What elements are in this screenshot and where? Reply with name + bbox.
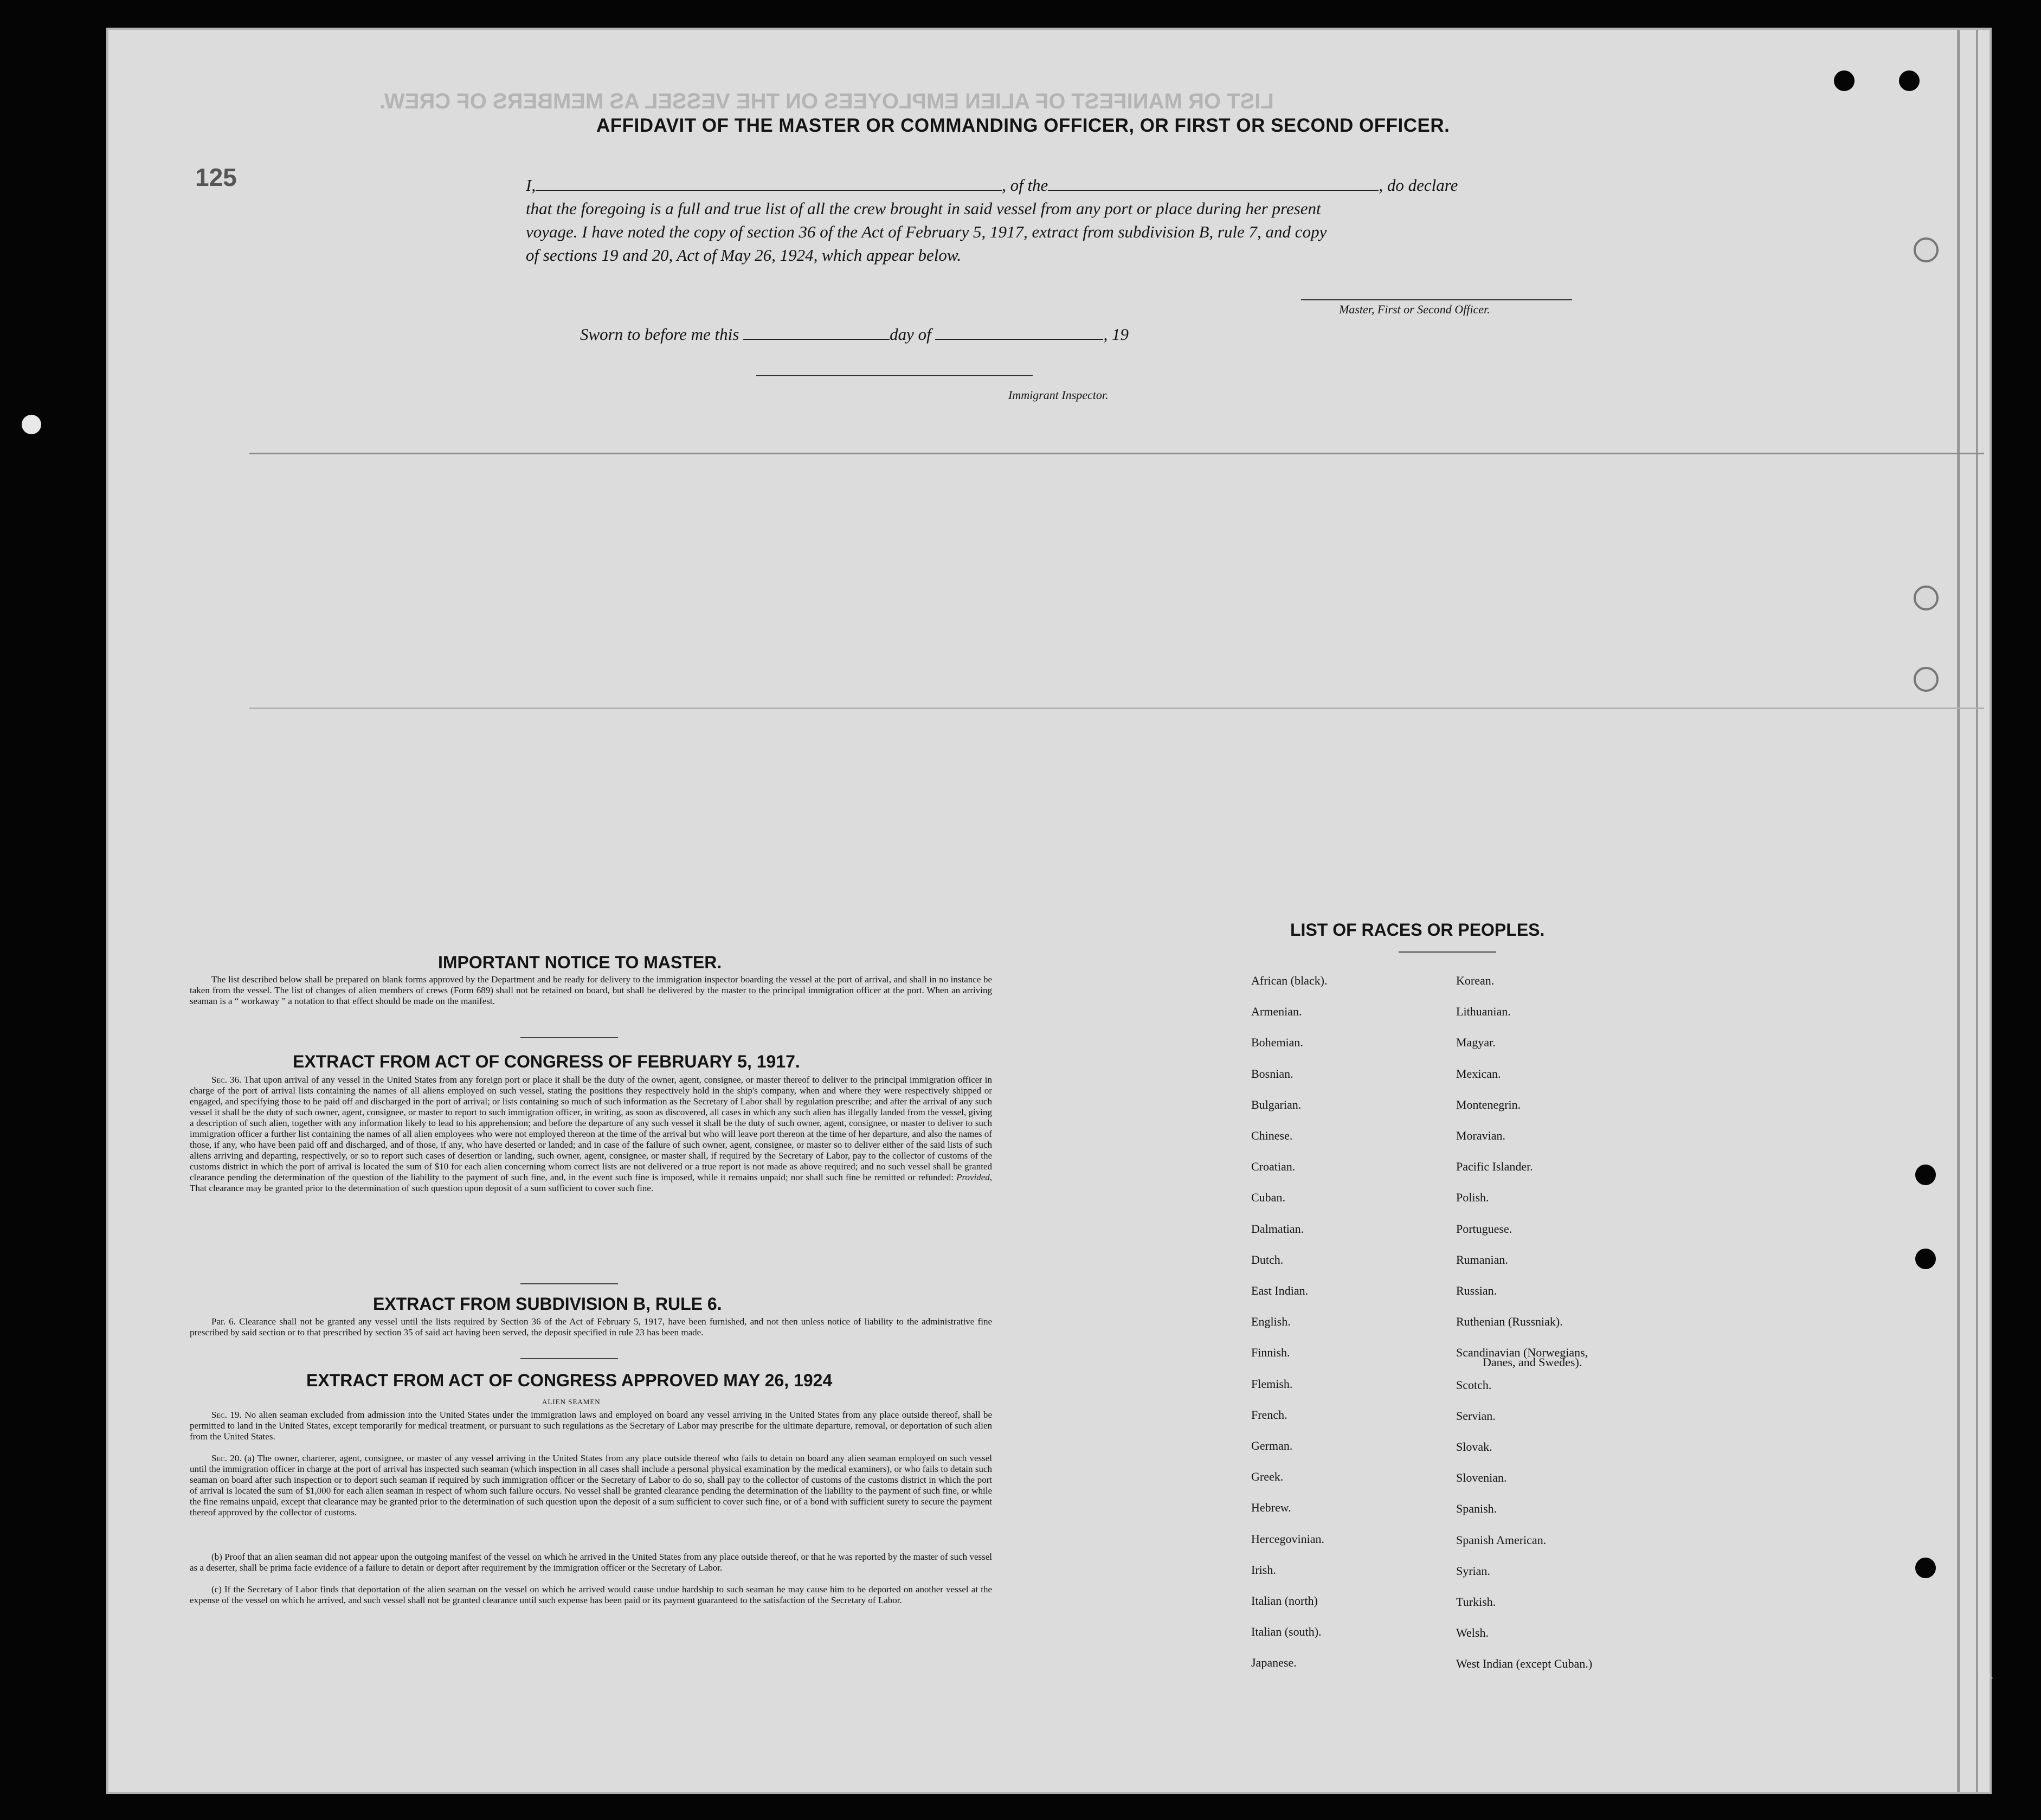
subdivision-title: EXTRACT FROM SUBDIVISION B, RULE 6. (373, 1294, 722, 1314)
races-divider (1399, 951, 1496, 953)
race-right-continued: Danes, and Swedes). (1483, 1355, 1582, 1369)
extract-1917-body (190, 1075, 992, 1194)
punch-hole (1914, 667, 1939, 692)
extract-1924-title: EXTRACT FROM ACT OF CONGRESS APPROVED MAY 26, 1924 (306, 1371, 833, 1390)
affidavit-line-2: that the foregoing is a full and true list of all the crew brought in said vessel from any port or place during her present (526, 199, 1321, 218)
race-item: Japanese. (1251, 1656, 1297, 1670)
race-item: Rumanian. (1456, 1252, 1508, 1266)
alien-seamen-subtitle: ALIEN SEAMEN (542, 1398, 601, 1406)
race-item: Montenegrin. (1456, 1097, 1521, 1111)
sec-19-text: No alien seaman excluded from admission into the United States under the immigration laws and employed on board any vessel arriving in the United States from any place outside thereof, shall be permitted to land in the United States, except temporarily for medical treatment, or pursuant to such regulations as the Secretary of Labor may prescribe for the ultimate departure, removal, or deportation of such alien from the United States. (190, 1410, 993, 1442)
page-edge (1976, 30, 1978, 1792)
sec-20a (190, 1453, 992, 1518)
master-signature-label: Master, First or Second Officer. (1339, 303, 1490, 316)
race-item: Mexican. (1456, 1066, 1501, 1081)
sworn-line (580, 323, 1626, 346)
page-number: 125 (195, 163, 237, 191)
punch-hole (1914, 586, 1939, 610)
race-item: Korean. (1456, 974, 1495, 987)
subdivision-body: Par. 6. Clearance shall not be granted any vessel until the lists required by Section 36 of the Act of February 5, 1917, have been furnished, and not then unless notice of liability to the administrative fine prescribed by said section or to that prescribed by section 35 of said act having been served, the deposit specified in rule 23 has been made. (190, 1316, 992, 1337)
race-item: Irish. (1251, 1562, 1276, 1577)
sec-36-label: Sec. 36. (211, 1075, 242, 1085)
race-item: Bohemian. (1251, 1036, 1303, 1050)
sec-19 (190, 1410, 992, 1442)
race-item: West Indian (except Cuban.) (1456, 1657, 1593, 1671)
punch-hole (1832, 69, 1856, 93)
affidavit-do-declare: , do declare (1379, 176, 1458, 195)
race-item: Ruthenian (Russniak). (1456, 1315, 1563, 1329)
notice-title: IMPORTANT NOTICE TO MASTER. (438, 953, 722, 972)
affidavit-line-1 (526, 173, 1572, 197)
extract-1917-title: EXTRACT FROM ACT OF CONGRESS OF FEBRUARY 5, 1917. (293, 1052, 800, 1071)
race-item: Portuguese. (1456, 1221, 1512, 1236)
race-item: Hebrew. (1251, 1501, 1291, 1515)
name-blank (536, 178, 1002, 191)
punch-hole (1914, 1247, 1937, 1271)
punch-hole (1914, 1163, 1937, 1187)
race-item: Italian (south). (1251, 1625, 1322, 1639)
race-item: Lithuanian. (1456, 1005, 1511, 1019)
punch-hole (1914, 237, 1939, 262)
race-item: Dutch. (1251, 1252, 1284, 1266)
race-item: Bulgarian. (1251, 1097, 1302, 1111)
race-item: Turkish. (1456, 1595, 1496, 1609)
manifest-page (108, 30, 1990, 1792)
race-item: Hercegovinian. (1251, 1532, 1324, 1546)
section-divider (520, 1283, 618, 1284)
affidavit-i: I, (526, 176, 536, 195)
race-item: Slovak. (1456, 1440, 1492, 1454)
race-item: Dalmatian. (1251, 1221, 1304, 1236)
race-item: Slovenian. (1456, 1471, 1507, 1485)
sec-36-text: That upon arrival of any vessel in the United States from any foreign port or place it shall be the duty of the owner, agent, consignee, or master thereof to deliver to the principal immigration officer in charge of the port of arrival lists containing the names of all aliens employed on such vessel, stating the positions they respectively hold in the ship's company, when and where they were respectively shipped or engaged, and specifying those to be paid off and discharged in the port of arrival; or lists containing so much of such information as the Secretary of Labor shall by regulation prescribe; and after the arrival of any such vessel it shall be the duty of such owner, agent, consignee, or master to report to such immigration officer, in writing, as soon as discovered, all cases in which any such alien has illegally landed from the vessel, giving a description of such alien, together with any information likely to lead to his apprehension; and before the departure of any such vessel it shall be the duty of such owner, agent, consignee, or master to deliver to such immigration officer a further list containing the names of all alien employees who were not employed thereon at the time of the arrival but who will leave port thereon at the time of her departure, and also the names of those, if any, who have been paid off and discharged, and of those, if any, who have deserted or landed; and in case of the failure of such owner, agent, consignee, or master so to deliver either of the said lists of such aliens arriving and departing, respectively, or so to report such cases of desertion or landing, such owner, agent, consignee, or master shall, if required by the Secretary of Labor, pay to the collector of customs of the customs district in which the port of arrival is located the sum of $10 for each alien concerning whom correct lists are not delivered or a true report is not made as above required; and no such vessel shall be granted clearance pending the determination of the question of the liability to the payment of such fine, and, in the event such fine is imposed, while it remains unpaid; nor shall such fine be remitted or refunded: (190, 1075, 992, 1182)
race-item: Spanish American. (1456, 1533, 1547, 1547)
inspector-signature-line (756, 375, 1033, 376)
day-blank (743, 327, 890, 340)
punch-hole (1914, 1556, 1937, 1580)
race-item: Greek. (1251, 1470, 1284, 1484)
race-item: Russian. (1456, 1284, 1497, 1297)
corner-mark: (8). (1979, 1670, 1993, 1681)
bleed-through-text: LIST OR MANIFEST OF ALIEN EMPLOYEES ON THE VESSEL AS MEMBERS OF CREW. (379, 89, 1274, 113)
race-item: German. (1251, 1439, 1293, 1452)
sec-20c: (c) If the Secretary of Labor finds that deportation of the alien seaman on the vessel on which he arrived would cause undue hardship to such seaman he may cause him to be deported on another vessel at the expense of the vessel on which he arrived, and such vessel shall not be granted clearance until such expense has been paid or its payment guaranteed to the satisfaction of the Secretary of Labor. (190, 1584, 992, 1605)
page-edge (1957, 30, 1960, 1792)
sworn-day-of: day of (890, 325, 931, 344)
race-item: Bosnian. (1251, 1066, 1293, 1081)
race-item: Chinese. (1251, 1129, 1293, 1142)
race-item: Croatian. (1251, 1160, 1296, 1174)
race-item: East Indian. (1251, 1284, 1309, 1297)
race-item: Cuban. (1251, 1191, 1285, 1205)
race-item: Polish. (1456, 1191, 1489, 1205)
vessel-blank (1048, 178, 1379, 191)
section-divider (520, 1358, 618, 1359)
race-item: Syrian. (1456, 1564, 1490, 1578)
race-item: Magyar. (1456, 1036, 1496, 1050)
race-item: African (black). (1251, 974, 1328, 987)
month-blank (935, 327, 1103, 340)
races-title: LIST OF RACES OR PEOPLES. (1290, 920, 1545, 940)
race-item: Spanish. (1456, 1502, 1497, 1516)
faint-ruling (249, 453, 1984, 454)
race-item: Welsh. (1456, 1626, 1489, 1640)
sec-20a-text: (a) The owner, charterer, agent, consignee, or master of any vessel arriving in the United States from any place outside thereof who fails to detain on board any alien seaman employed on such vessel until the immigration officer in charge at the port of arrival has inspected such seaman (which inspection in all cases shall include a personal physical examination by the medical examiners), or who fails to detain such seaman on board after such inspection or to deport such seaman if required by such immigration officer or the Secretary of Labor to do so, shall pay to the collector of customs of the customs district in which the port of arrival is located the sum of $1,000 for each alien seaman in respect of whom such failure occurs. No vessel shall be granted clearance pending the determination of the liability to the payment of such fine, or while the fine remains unpaid, except that clearance may be granted prior to the determination of such question upon the deposit of a sum sufficient to cover such fine, or of a bond with sufficient surety to secure the payment thereof approved by the collector of customs. (190, 1453, 992, 1517)
race-item: English. (1251, 1315, 1291, 1329)
race-item: Servian. (1456, 1409, 1496, 1423)
race-item: Scandinavian (Norwegians, (1456, 1346, 1588, 1360)
race-item: Italian (north) (1251, 1594, 1318, 1607)
faint-ruling (249, 708, 1984, 709)
race-item: Moravian. (1456, 1129, 1506, 1142)
affidavit-line-3: voyage. I have noted the copy of section 36 of the Act of February 5, 1917, extract from subdivision B, rule 7, and copy (526, 222, 1327, 241)
sec-19-label: Sec. 19. (211, 1410, 242, 1420)
race-item: Scotch. (1456, 1378, 1492, 1392)
margin-dot (22, 415, 41, 434)
sworn-text: Sworn to before me this (580, 325, 739, 344)
sworn-year: , 19 (1103, 325, 1129, 344)
race-item: Pacific Islander. (1456, 1160, 1533, 1174)
proviso-label: Provided, (956, 1172, 992, 1182)
race-item: French. (1251, 1407, 1287, 1422)
race-item: Flemish. (1251, 1377, 1293, 1391)
race-item: Armenian. (1251, 1005, 1302, 1019)
section-divider (520, 1037, 618, 1038)
master-signature-line (1301, 299, 1572, 300)
affidavit-line-4: of sections 19 and 20, Act of May 26, 1924, which appear below. (526, 246, 962, 265)
inspector-signature-label: Immigrant Inspector. (1008, 388, 1109, 402)
punch-hole (1897, 69, 1921, 93)
race-item: Finnish. (1251, 1346, 1290, 1360)
sec-20-label: Sec. 20. (211, 1453, 242, 1463)
affidavit-of-the: , of the (1002, 176, 1048, 195)
notice-body: The list described below shall be prepared on blank forms approved by the Department and be ready for delivery to the immigration inspector boarding the vessel at the port of arrival, and shall in no instance be taken from the vessel. The list of changes of alien members of crews (Form 689) shall not be retained on board, but shall be delivered by the master to the principal immigration officer at the port. When an arriving seaman is a “ workaway ” a notation to that effect should be made on the manifest. (190, 974, 992, 1006)
affidavit-title: AFFIDAVIT OF THE MASTER OR COMMANDING OFFICER, OR FIRST OR SECOND OFFICER. (596, 115, 1450, 136)
sec-20b: (b) Proof that an alien seaman did not appear upon the outgoing manifest of the vessel on which he arrived in the United States from any place outside thereof, or that he was reported by the master of such vessel as a deserter, shall be prima facie evidence of a failure to detain or deport after requirement by the immigration officer or the Secretary of Labor. (190, 1552, 992, 1573)
proviso-text: That clearance may be granted prior to the determination of such question upon deposit of a sum sufficient to cover such fine. (190, 1183, 654, 1193)
